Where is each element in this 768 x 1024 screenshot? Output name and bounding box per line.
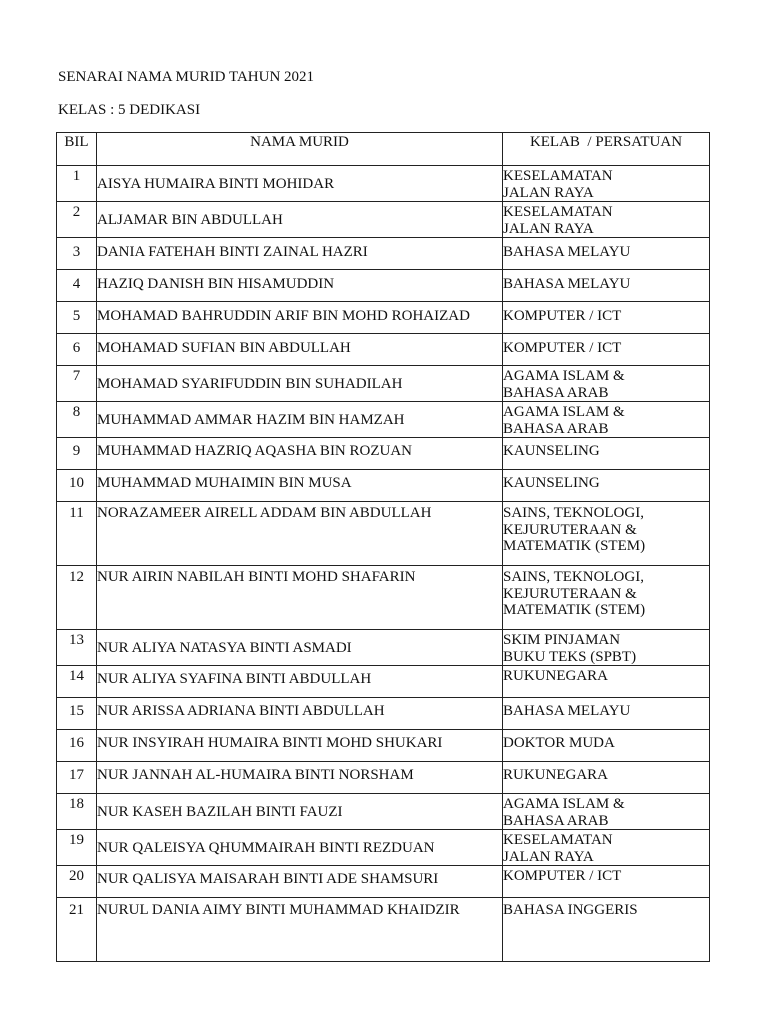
student-club	[503, 438, 710, 470]
row-number: 9	[57, 438, 97, 470]
club-line: KAUNSELING	[503, 443, 600, 459]
student-name: NUR QALEISYA QHUMMAIRAH BINTI REZDUAN	[97, 830, 503, 866]
student-club	[503, 866, 710, 898]
student-name: NUR JANNAH AL-HUMAIRA BINTI NORSHAM	[97, 762, 503, 794]
club-line: KESELAMATAN	[503, 168, 613, 184]
club-line: KESELAMATAN	[503, 832, 613, 848]
row-number: 7	[57, 366, 97, 402]
table-row	[57, 202, 710, 238]
club-line: KOMPUTER / ICT	[503, 868, 622, 884]
club-line: JALAN RAYA	[503, 848, 594, 865]
column-header-nama-murid: NAMA MURID	[97, 133, 503, 166]
student-name: NUR KASEH BAZILAH BINTI FAUZI	[97, 794, 503, 830]
student-name: MOHAMAD SUFIAN BIN ABDULLAH	[97, 334, 503, 366]
table-header-row	[57, 133, 710, 166]
table-row	[57, 238, 710, 270]
club-line: BAHASA ARAB	[503, 420, 609, 437]
club-line: MATEMATIK (STEM)	[503, 538, 646, 554]
student-name: NURUL DANIA AIMY BINTI MUHAMMAD KHAIDZIR	[97, 898, 503, 962]
club-line: KOMPUTER / ICT	[503, 340, 622, 356]
student-table	[56, 132, 710, 962]
row-number: 5	[57, 302, 97, 334]
student-name: NUR ARISSA ADRIANA BINTI ABDULLAH	[97, 698, 503, 730]
club-line: BAHASA MELAYU	[503, 703, 631, 719]
club-line: SKIM PINJAMAN	[503, 632, 621, 648]
student-name: MOHAMAD BAHRUDDIN ARIF BIN MOHD ROHAIZAD	[97, 302, 503, 334]
table-row	[57, 502, 710, 566]
student-club	[503, 270, 710, 302]
table-row	[57, 830, 710, 866]
table-row	[57, 898, 710, 962]
student-name: HAZIQ DANISH BIN HISAMUDDIN	[97, 270, 503, 302]
row-number: 3	[57, 238, 97, 270]
student-club	[503, 302, 710, 334]
student-name: MUHAMMAD AMMAR HAZIM BIN HAMZAH	[97, 402, 503, 438]
row-number: 17	[57, 762, 97, 794]
row-number: 6	[57, 334, 97, 366]
row-number: 15	[57, 698, 97, 730]
student-club	[503, 470, 710, 502]
row-number: 20	[57, 866, 97, 898]
student-club	[503, 202, 710, 238]
student-club	[503, 238, 710, 270]
student-club	[503, 402, 710, 438]
table-row	[57, 470, 710, 502]
club-line: BAHASA INGGERIS	[503, 902, 638, 918]
student-club	[503, 898, 710, 962]
student-name: ALJAMAR BIN ABDULLAH	[97, 202, 503, 238]
table-row	[57, 166, 710, 202]
club-line: AGAMA ISLAM &	[503, 368, 625, 384]
table-row	[57, 630, 710, 666]
club-line: RUKUNEGARA	[503, 668, 608, 684]
student-name: DANIA FATEHAH BINTI ZAINAL HAZRI	[97, 238, 503, 270]
club-line: KEJURUTERAAN &	[503, 521, 637, 538]
club-line: BAHASA ARAB	[503, 384, 609, 401]
student-club	[503, 502, 710, 566]
table-row	[57, 730, 710, 762]
row-number: 2	[57, 202, 97, 238]
club-line: MATEMATIK (STEM)	[503, 602, 646, 618]
student-name: NUR ALIYA NATASYA BINTI ASMADI	[97, 630, 503, 666]
club-line: KESELAMATAN	[503, 204, 613, 220]
club-line: RUKUNEGARA	[503, 767, 608, 783]
row-number: 14	[57, 666, 97, 698]
club-line: JALAN RAYA	[503, 184, 594, 201]
table-row	[57, 402, 710, 438]
row-number: 18	[57, 794, 97, 830]
club-line: AGAMA ISLAM &	[503, 796, 625, 812]
row-number: 12	[57, 566, 97, 630]
club-line: BAHASA MELAYU	[503, 244, 631, 260]
student-club	[503, 566, 710, 630]
student-club	[503, 366, 710, 402]
student-club	[503, 166, 710, 202]
row-number: 11	[57, 502, 97, 566]
row-number: 1	[57, 166, 97, 202]
table-row	[57, 334, 710, 366]
table-row	[57, 762, 710, 794]
club-line: SAINS, TEKNOLOGI,	[503, 569, 644, 585]
student-name: NUR INSYIRAH HUMAIRA BINTI MOHD SHUKARI	[97, 730, 503, 762]
column-header-kelab-persatuan: KELAB / PERSATUAN	[503, 133, 710, 166]
student-name: NUR ALIYA SYAFINA BINTI ABDULLAH	[97, 666, 503, 698]
student-club	[503, 334, 710, 366]
table-row	[57, 566, 710, 630]
row-number: 19	[57, 830, 97, 866]
table-row	[57, 302, 710, 334]
row-number: 4	[57, 270, 97, 302]
student-name: NORAZAMEER AIRELL ADDAM BIN ABDULLAH	[97, 502, 503, 566]
row-number: 10	[57, 470, 97, 502]
table-row	[57, 794, 710, 830]
table-row	[57, 366, 710, 402]
club-line: BAHASA MELAYU	[503, 276, 631, 292]
student-club	[503, 666, 710, 698]
table-row	[57, 666, 710, 698]
student-club	[503, 698, 710, 730]
student-club	[503, 830, 710, 866]
row-number: 16	[57, 730, 97, 762]
student-club	[503, 630, 710, 666]
page-title: SENARAI NAMA MURID TAHUN 2021	[58, 69, 315, 85]
table-row	[57, 698, 710, 730]
club-line: KOMPUTER / ICT	[503, 308, 622, 324]
student-name: NUR QALISYA MAISARAH BINTI ADE SHAMSURI	[97, 866, 503, 898]
club-line: DOKTOR MUDA	[503, 735, 615, 751]
column-header-bil: BIL	[57, 133, 97, 166]
row-number: 13	[57, 630, 97, 666]
club-line: KEJURUTERAAN &	[503, 585, 637, 602]
club-line: BUKU TEKS (SPBT)	[503, 648, 637, 665]
table-row	[57, 866, 710, 898]
club-line: JALAN RAYA	[503, 220, 594, 237]
class-label: KELAS : 5 DEDIKASI	[58, 102, 201, 118]
student-name: MOHAMAD SYARIFUDDIN BIN SUHADILAH	[97, 366, 503, 402]
club-line: KAUNSELING	[503, 475, 600, 491]
row-number: 8	[57, 402, 97, 438]
student-club	[503, 730, 710, 762]
club-line: BAHASA ARAB	[503, 812, 609, 829]
student-club	[503, 762, 710, 794]
student-name: MUHAMMAD HAZRIQ AQASHA BIN ROZUAN	[97, 438, 503, 470]
row-number: 21	[57, 898, 97, 962]
club-line: AGAMA ISLAM &	[503, 404, 625, 420]
table-row	[57, 270, 710, 302]
table-row	[57, 438, 710, 470]
student-club	[503, 794, 710, 830]
student-name: NUR AIRIN NABILAH BINTI MOHD SHAFARIN	[97, 566, 503, 630]
club-line: SAINS, TEKNOLOGI,	[503, 505, 644, 521]
student-name: MUHAMMAD MUHAIMIN BIN MUSA	[97, 470, 503, 502]
student-name: AISYA HUMAIRA BINTI MOHIDAR	[97, 166, 503, 202]
